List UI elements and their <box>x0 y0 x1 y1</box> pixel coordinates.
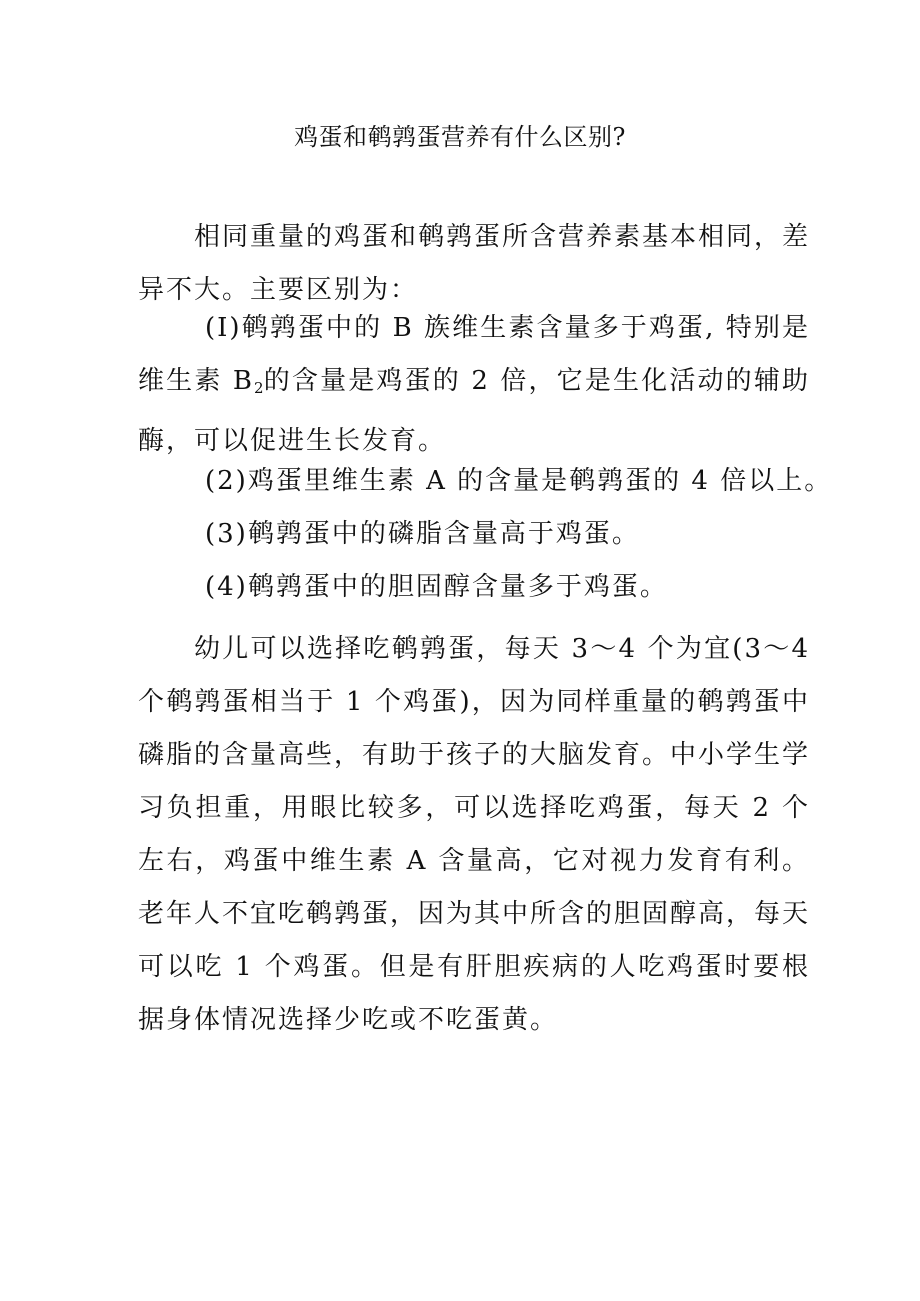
list-item-1 <box>138 302 810 468</box>
advice-paragraph: 幼儿可以选择吃鹌鹑蛋，每天 3～4 个为宜(3～4 个鹌鹑蛋相当于 1 个鸡蛋)，因为同样重量的鹌鹑蛋中磷脂的含量高些，有助于孩子的大脑发育。中小学生学习负担重，用眼比较多，可以选择吃鸡蛋，每天 2 个左右，鸡蛋中维生素 A 含量高，它对视力发育有利。老年人不宜吃鹌鹑蛋，因为其中所含的胆固醇高，每天可以吃 1 个鸡蛋。但是有肝胆疾病的人吃鸡蛋时要根据身体情况选择少吃或不吃蛋黄。 <box>138 634 811 1035</box>
intro-paragraph: 相同重量的鸡蛋和鹌鹑蛋所含营养素基本相同，差异不大。主要区别为： <box>138 222 811 305</box>
list-item-2: (2)鸡蛋里维生素 A 的含量是鹌鹑蛋的 4 倍以上。 <box>205 466 833 496</box>
page-title: 鸡蛋和鹌鹑蛋营养有什么区别? <box>294 123 626 151</box>
list-item-1-text: (I)鹌鹑蛋中的 B 族维生素含量多于鸡蛋, 特别是维生素 B <box>138 313 810 396</box>
vitamin-b2-subscript: 2 <box>254 379 264 397</box>
list-item-4: (4)鹌鹑蛋中的胆固醇含量多于鸡蛋。 <box>205 572 668 602</box>
list-item-3: (3)鹌鹑蛋中的磷脂含量高于鸡蛋。 <box>205 519 640 549</box>
list-item-1-text-cont: 的含量是鸡蛋的 2 倍，它是生化活动的辅助酶，可以促进生长发育。 <box>138 366 810 456</box>
